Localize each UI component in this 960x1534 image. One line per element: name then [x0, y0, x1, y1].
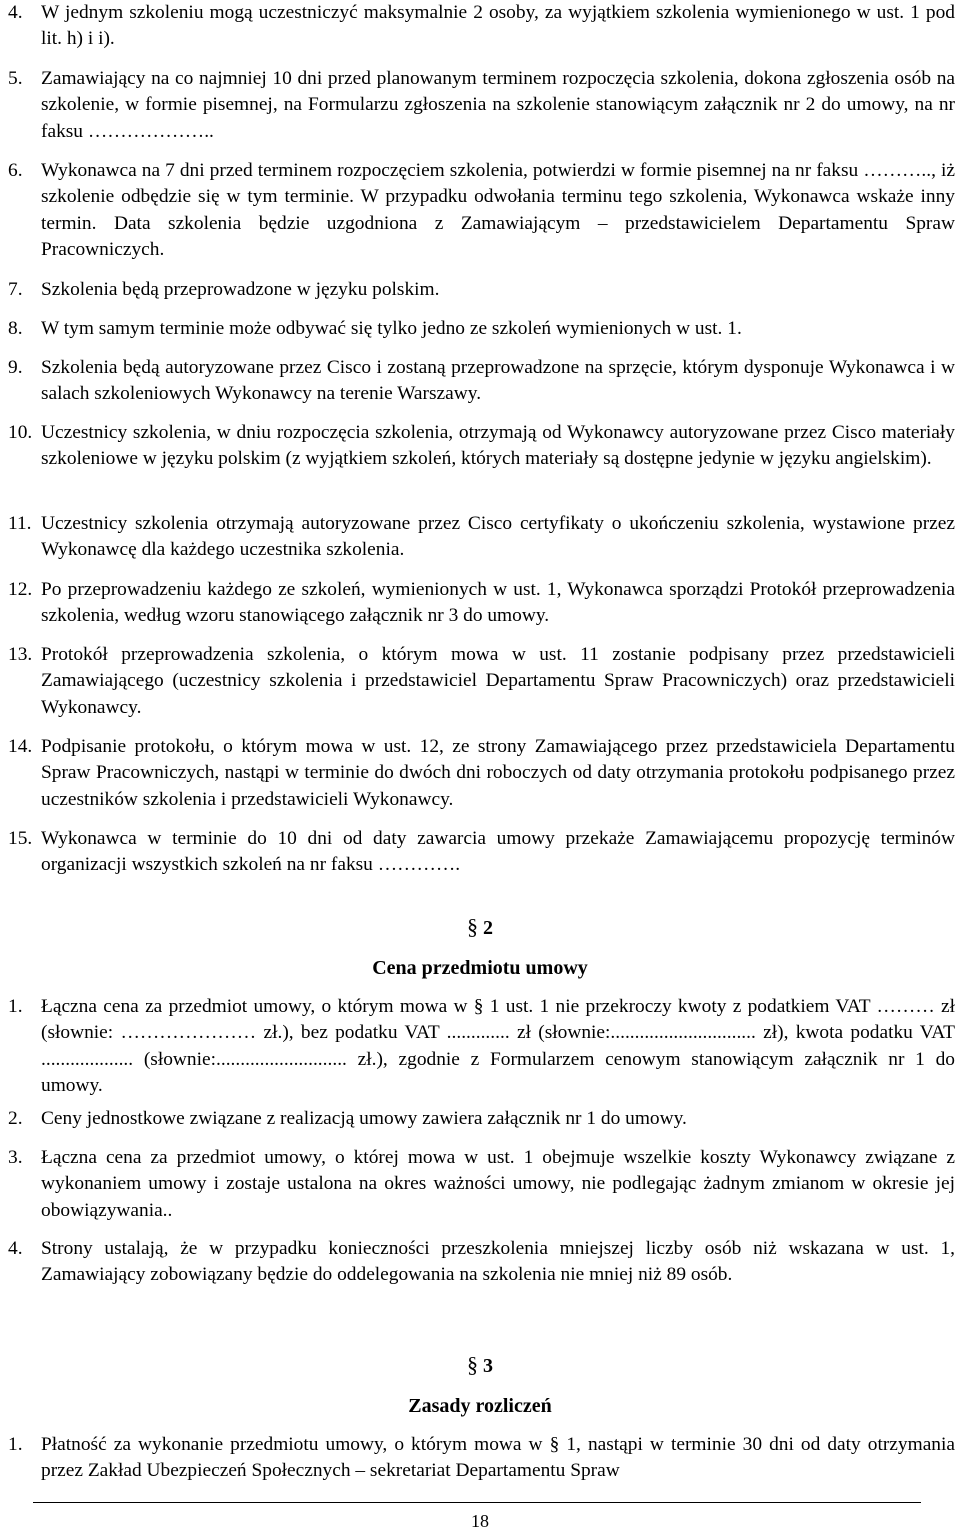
list-item	[8, 511, 955, 564]
item-number: 2.	[8, 1108, 23, 1129]
item-text: Podpisanie protokołu, o którym mowa w ust. 12, ze strony Zamawiającego przez przedstawiciela Departamentu Spraw Pracowniczych, nastąpi w terminie do dwóch dni roboczych od daty otrzymania protokołu podpisanego przez uczestników szkolenia i przedstawicieli Wykonawcy.	[41, 736, 955, 810]
section-number: 3	[483, 1355, 493, 1377]
section-number: 2	[483, 917, 493, 939]
item-text: W tym samym terminie może odbywać się tylko jedno ze szkoleń wymienionych w ust. 1.	[41, 318, 742, 339]
list-item	[8, 277, 955, 303]
item-text: Szkolenia będą autoryzowane przez Cisco i zostaną przeprowadzone na sprzęcie, którym dysponuje Wykonawca i w salach szkoleniowych Wykonawcy na terenie Warszawy.	[41, 357, 955, 405]
item-number: 15.	[8, 828, 33, 849]
item-text: Po przeprowadzeniu każdego ze szkoleń, wymienionych w ust. 1, Wykonawca sporządzi Protokół przeprowadzenia szkolenia, według wzoru stanowiącego załącznik nr 3 do umowy.	[41, 579, 955, 627]
list-item	[8, 355, 955, 408]
item-number: 1.	[8, 996, 23, 1017]
item-number: 4.	[8, 1238, 23, 1259]
item-text: Szkolenia będą przeprowadzone w języku polskim.	[41, 279, 440, 300]
list-item	[8, 1145, 955, 1224]
item-text: Uczestnicy szkolenia otrzymają autoryzowane przez Cisco certyfikaty o ukończeniu szkolenia, wystawione przez Wykonawcę dla każdego uczestnika szkolenia.	[41, 513, 955, 561]
list-item	[8, 420, 955, 473]
section-2-title: Cena przedmiotu umowy	[372, 957, 588, 979]
item-text: Strony ustalają, że w przypadku konieczności przeszkolenia mniejszej liczby osób niż wskazana w ust. 1, Zamawiający zobowiązany będzie do oddelegowania na szkolenia nie mniej niż 89 osób.	[41, 1238, 955, 1286]
item-number: 9.	[8, 357, 23, 378]
item-text: Zamawiający na co najmniej 10 dni przed planowanym terminem rozpoczęcia szkolenia, dokona zgłoszenia osób na szkolenie, w formie pisemnej, na Formularzu zgłoszenia na szkolenie stanowiącym załącznik nr 2 do umowy, na nr faksu ………………..	[41, 68, 955, 142]
item-number: 13.	[8, 644, 33, 665]
footer-divider	[33, 1502, 921, 1503]
section-2-heading	[0, 914, 960, 941]
list-item	[8, 316, 955, 342]
list-item	[8, 158, 955, 264]
item-number: 4.	[8, 2, 23, 23]
list-item	[8, 577, 955, 630]
section-3-title: Zasady rozliczeń	[408, 1395, 552, 1417]
list-item	[8, 994, 955, 1100]
section-sign: §	[467, 914, 478, 939]
item-number: 1.	[8, 1434, 23, 1455]
item-text: Łączna cena za przedmiot umowy, o którym mowa w § 1 ust. 1 nie przekroczy kwoty z podatkiem VAT ……… zł (słownie: ………………… zł.), bez podatku VAT ............. zł (słownie:.............................. zł), kwota podatku VAT ................... (słownie:........................... zł.), zgodnie z Formularzem cenowym stanowiącym załącznik nr 1 do umowy.	[41, 996, 955, 1097]
item-number: 3.	[8, 1147, 23, 1168]
item-text: W jednym szkoleniu mogą uczestniczyć maksymalnie 2 osoby, za wyjątkiem szkolenia wymienionego w ust. 1 pod lit. h) i i).	[41, 2, 955, 50]
list-item	[8, 66, 955, 145]
item-text: Płatność za wykonanie przedmiotu umowy, o którym mowa w § 1, nastąpi w terminie 30 dni od daty otrzymania przez Zakład Ubezpieczeń Społecznych – sekretariat Departamentu Spraw	[41, 1434, 955, 1482]
item-text: Wykonawca na 7 dni przed terminem rozpoczęciem szkolenia, potwierdzi w formie pisemnej na nr faksu ……….., iż szkolenie odbędzie się w tym terminie. W przypadku odwołania terminu tego szkolenia, Wykonawca wskaże inny termin. Data szkolenia będzie uzgodniona z Zamawiającym – przedstawicielem Departamentu Spraw Pracowniczych.	[41, 160, 955, 261]
page-number: 18	[471, 1511, 489, 1531]
item-number: 14.	[8, 736, 33, 757]
item-number: 8.	[8, 318, 23, 339]
item-number: 7.	[8, 279, 23, 300]
item-text: Ceny jednostkowe związane z realizacją umowy zawiera załącznik nr 1 do umowy.	[41, 1108, 687, 1129]
item-text: Uczestnicy szkolenia, w dniu rozpoczęcia szkolenia, otrzymają od Wykonawcy autoryzowane przez Cisco materiały szkoleniowe w języku polskim (z wyjątkiem szkoleń, których materiały są dostępne jedynie w języku angielskim).	[41, 422, 955, 470]
list-item	[8, 1106, 955, 1132]
list-item	[8, 0, 955, 53]
list-item	[8, 1432, 955, 1485]
list-item	[8, 1236, 955, 1289]
item-number: 5.	[8, 68, 23, 89]
item-text: Łączna cena za przedmiot umowy, o której mowa w ust. 1 obejmuje wszelkie koszty Wykonawcy związane z wykonaniem umowy i zostaje ustalona na okres ważności umowy, nie podlegając żadnym zmianom w okresie jej obowiązywania..	[41, 1147, 955, 1221]
item-number: 10.	[8, 422, 33, 443]
item-number: 12.	[8, 579, 33, 600]
list-item	[8, 826, 955, 879]
section-3-heading	[0, 1352, 960, 1379]
item-number: 6.	[8, 160, 23, 181]
section-sign: §	[467, 1352, 478, 1377]
item-text: Wykonawca w terminie do 10 dni od daty zawarcia umowy przekaże Zamawiającemu propozycję terminów organizacji wszystkich szkoleń na nr faksu ………….	[41, 828, 955, 876]
item-text: Protokół przeprowadzenia szkolenia, o którym mowa w ust. 11 zostanie podpisany przez przedstawicieli Zamawiającego (uczestnicy szkolenia i przedstawiciel Departamentu Spraw Pracowniczych) oraz przedstawicieli Wykonawcy.	[41, 644, 955, 718]
list-item	[8, 734, 955, 813]
list-item	[8, 642, 955, 721]
item-number: 11.	[8, 513, 32, 534]
